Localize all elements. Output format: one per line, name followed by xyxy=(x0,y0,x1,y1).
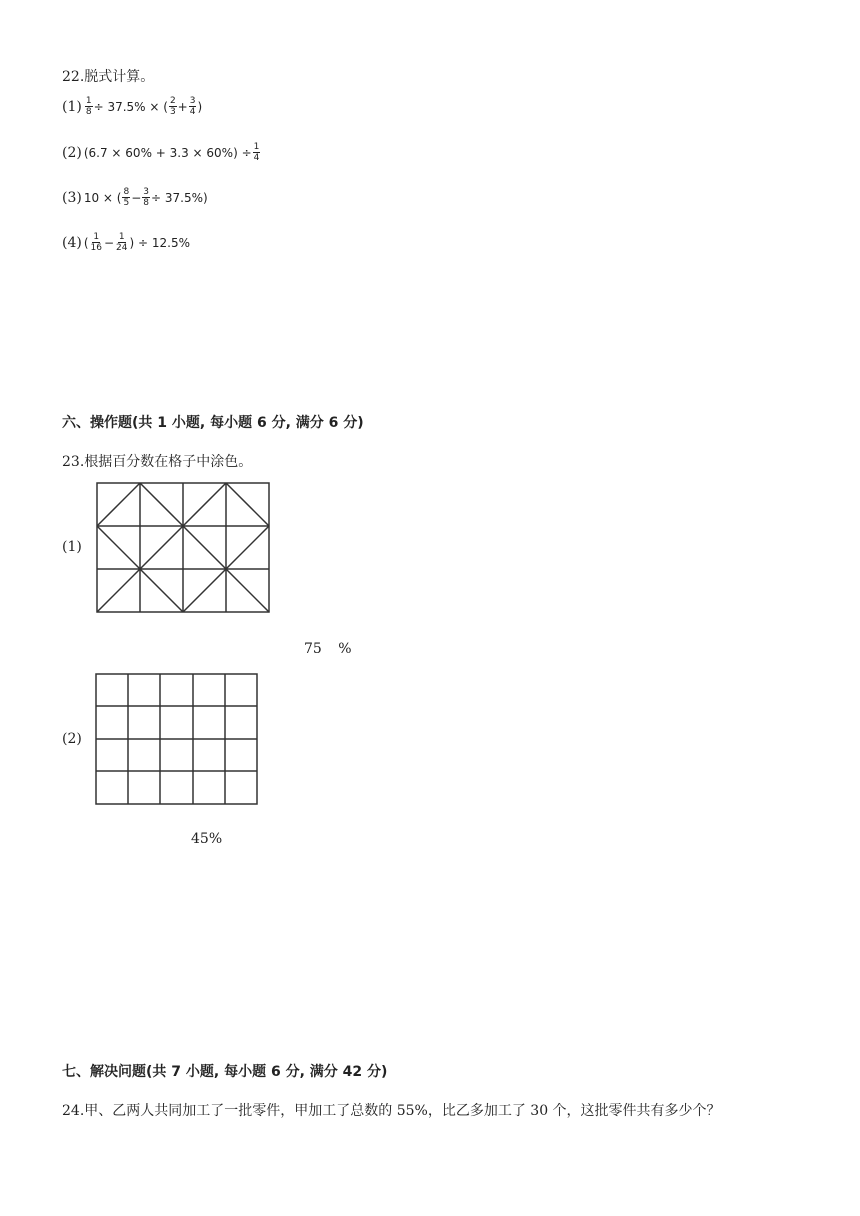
item-label: (4) xyxy=(62,234,82,251)
expr-text: ÷ 37.5%) xyxy=(151,190,208,205)
figure-2-percent: 45% xyxy=(191,831,223,847)
section-7-heading: 七、解决问题(共 7 小题, 每小题 6 分, 满分 42 分) xyxy=(62,1064,388,1080)
diagonal-line xyxy=(183,569,226,612)
numerator: 1 xyxy=(93,232,100,242)
expr-text: ÷ 37.5% × ( xyxy=(93,99,168,114)
fraction xyxy=(253,142,261,163)
expr-text: ) xyxy=(197,99,203,114)
expr-text: ) ÷ 12.5% xyxy=(129,235,190,250)
denominator: 5 xyxy=(123,198,130,208)
denominator: 4 xyxy=(189,107,196,117)
numerator: 1 xyxy=(85,96,92,106)
numerator: 1 xyxy=(253,142,260,152)
expr-text: − xyxy=(103,235,115,250)
fraction xyxy=(169,96,177,117)
item-label: (3) xyxy=(62,189,82,206)
fraction xyxy=(115,232,128,253)
fraction xyxy=(122,187,130,208)
denominator: 8 xyxy=(85,107,92,117)
numerator: 2 xyxy=(169,96,176,106)
diagonal-line xyxy=(226,526,269,569)
figure-2-grid[interactable] xyxy=(95,673,259,806)
diagonal-line xyxy=(183,526,226,569)
q22-item-4 xyxy=(62,232,190,253)
item-label: (2) xyxy=(62,144,82,161)
diagonal-line xyxy=(140,526,183,569)
diagonal-line xyxy=(226,483,269,526)
diagonal-line xyxy=(97,569,140,612)
denominator: 16 xyxy=(90,243,102,253)
diagonal-line xyxy=(226,569,269,612)
diagonal-line xyxy=(140,569,183,612)
numerator: 3 xyxy=(143,187,150,197)
q23-title: 23.根据百分数在格子中涂色。 xyxy=(62,454,253,470)
diagonal-line xyxy=(140,483,183,526)
denominator: 8 xyxy=(143,198,150,208)
expr-text: ( xyxy=(83,235,89,250)
expr-text: − xyxy=(131,190,142,205)
fraction xyxy=(189,96,197,117)
figure-1-percent: 75 % xyxy=(304,641,352,657)
denominator: 4 xyxy=(253,153,260,163)
q22-item-2 xyxy=(62,142,261,163)
diagonal-line xyxy=(97,526,140,569)
figure-1-grid[interactable] xyxy=(96,482,272,616)
q24-text: 24.甲、乙两人共同加工了一批零件，甲加工了总数的 55%，比乙多加工了 30 个，这批零件共有多少个？ xyxy=(62,1103,721,1119)
fraction xyxy=(90,232,103,253)
denominator: 3 xyxy=(169,107,176,117)
fraction xyxy=(142,187,150,208)
denominator: 24 xyxy=(116,243,128,253)
section-6-heading: 六、操作题(共 1 小题, 每小题 6 分, 满分 6 分) xyxy=(62,415,364,431)
figure-2-label: (2) xyxy=(62,731,82,747)
numerator: 8 xyxy=(123,187,130,197)
q22-item-1 xyxy=(62,96,202,117)
diagonal-line xyxy=(97,483,140,526)
fraction xyxy=(85,96,93,117)
q22-item-3 xyxy=(62,187,208,208)
expr-text: (6.7 × 60% + 3.3 × 60%) ÷ xyxy=(83,145,252,160)
item-label: (1) xyxy=(62,98,82,115)
numerator: 3 xyxy=(189,96,196,106)
expr-text: 10 × ( xyxy=(83,190,122,205)
expr-text: + xyxy=(177,99,188,114)
figure-1-label: (1) xyxy=(62,539,82,555)
q22-title: 22.脱式计算。 xyxy=(62,69,155,85)
numerator: 1 xyxy=(118,232,125,242)
diagonal-line xyxy=(183,483,226,526)
